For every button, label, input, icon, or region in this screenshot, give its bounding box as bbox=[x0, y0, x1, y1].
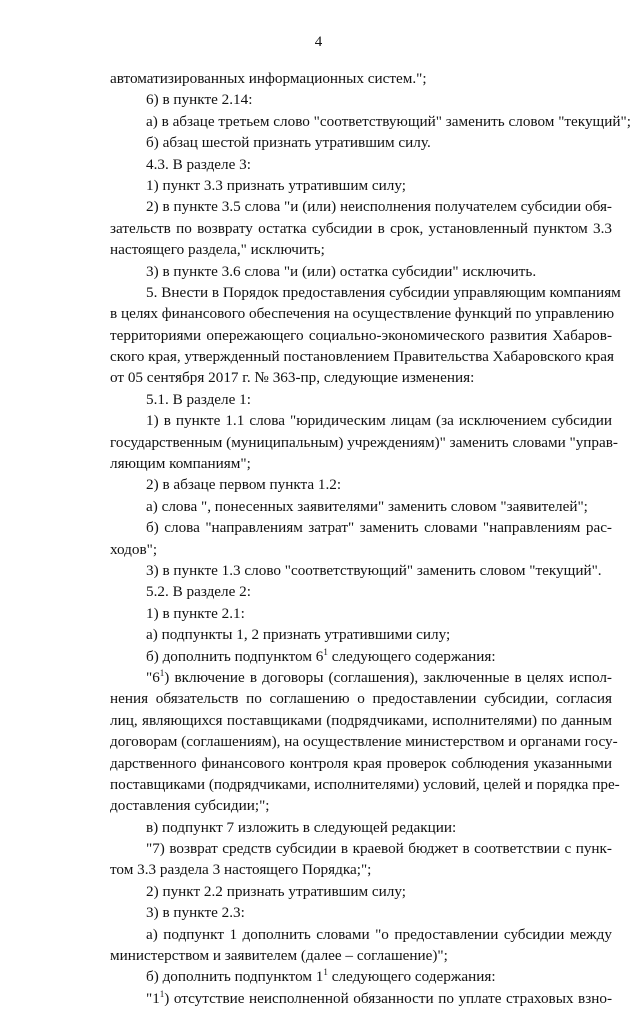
text-line: поставщиками (подрядчиками, исполнителями) условий, целей и порядка пре- bbox=[110, 775, 620, 793]
text-line: б) абзац шестой признать утратившим силу. bbox=[146, 134, 431, 152]
text-line: 1) в пункте 2.1: bbox=[146, 604, 245, 622]
text-line: 5. Внести в Порядок предоставления субсидии управляющим компаниям bbox=[146, 283, 621, 301]
text-line: государственным (муниципальным) учреждениям)" заменить словами "управ- bbox=[110, 433, 618, 451]
text-line: том 3.3 раздела 3 настоящего Порядка;"; bbox=[110, 861, 372, 879]
text-line: 2) в абзаце первом пункта 1.2: bbox=[146, 476, 342, 494]
text-line: 1) в пункте 1.1 слова "юридическим лицам (за исключением субсидии bbox=[146, 412, 612, 430]
page-number: 4 bbox=[314, 34, 323, 50]
text-line: а) подпункт 1 дополнить словами "о предоставлении субсидии между bbox=[146, 925, 612, 943]
text-line: "7) возврат средств субсидии в краевой бюджет в соответствии с пунк- bbox=[146, 840, 612, 858]
text-line: 1) пункт 3.3 признать утратившим силу; bbox=[146, 176, 406, 194]
text-line: 2) в пункте 3.5 слова "и (или) неисполнения получателем субсидии обя- bbox=[146, 198, 612, 216]
text-line: а) подпункты 1, 2 признать утратившими силу; bbox=[146, 626, 451, 644]
text-line: б) слова "направлениям затрат" заменить словами "направлениям рас- bbox=[146, 519, 612, 537]
text-line: нения обязательств по соглашению о предоставлении субсидии, согласия bbox=[110, 690, 612, 708]
text-line: от 05 сентября 2017 г. № 363-пр, следующие изменения: bbox=[110, 369, 475, 387]
text-line: а) слова ", понесенных заявителями" заменить словом "заявителей"; bbox=[146, 497, 588, 515]
text-line: 2) пункт 2.2 признать утратившим силу; bbox=[146, 882, 406, 900]
text-line: ского края, утвержденный постановлением Правительства Хабаровского края bbox=[110, 348, 614, 366]
text-line: доставления субсидии;"; bbox=[110, 797, 270, 815]
text-line: "$6^1$) включение в договоры (соглашения), заключенные в целях испол- bbox=[146, 667, 612, 686]
text-line: ходов"; bbox=[110, 540, 158, 558]
text-line: лиц, являющихся поставщиками (подрядчиками, исполнителями) по данным bbox=[110, 711, 612, 729]
text-line: территориями опережающего социально-экономического развития Хабаров- bbox=[110, 326, 612, 344]
text-line: 4.3. В разделе 3: bbox=[146, 155, 251, 173]
text-line: 5.1. В разделе 1: bbox=[146, 390, 251, 408]
text-line: дарственного финансового контроля края проверок соблюдения указанными bbox=[110, 754, 612, 772]
text-line: в целях финансового обеспечения на осуществление функций по управлению bbox=[110, 305, 615, 323]
text-line: договорам (соглашениям), на осуществление министерством и органами госу- bbox=[110, 733, 618, 751]
text-line: 3) в пункте 1.3 слово "соответствующий" заменить словом "текущий". bbox=[146, 561, 602, 579]
text-line: 3) в пункте 3.6 слова "и (или) остатка субсидии" исключить. bbox=[146, 262, 537, 280]
text-line: зательств по возврату остатка субсидии в срок, установленный пунктом 3.3 bbox=[110, 219, 612, 237]
text-line: ляющим компаниям"; bbox=[110, 455, 251, 473]
text-line: 5.2. В разделе 2: bbox=[146, 583, 251, 601]
text-line: в) подпункт 7 изложить в следующей редакции: bbox=[146, 818, 457, 836]
text-line: б) дополнить подпунктом $1^1$ следующего содержания: bbox=[146, 967, 496, 986]
text-line: а) в абзаце третьем слово "соответствующий" заменить словом "текущий"; bbox=[146, 112, 631, 130]
text-line: автоматизированных информационных систем."; bbox=[110, 70, 427, 87]
text-line: министерством и заявителем (далее – соглашение)"; bbox=[110, 947, 448, 965]
text-line: 6) в пункте 2.14: bbox=[146, 91, 253, 109]
text-line: б) дополнить подпунктом $6^1$ следующего содержания: bbox=[146, 646, 496, 665]
text-line: 3) в пункте 2.3: bbox=[146, 904, 245, 922]
text-line: настоящего раздела," исключить; bbox=[110, 241, 325, 259]
text-line: "$1^1$) отсутствие неисполненной обязанности по уплате страховых взно- bbox=[146, 988, 612, 1007]
document-body bbox=[110, 68, 631, 1009]
